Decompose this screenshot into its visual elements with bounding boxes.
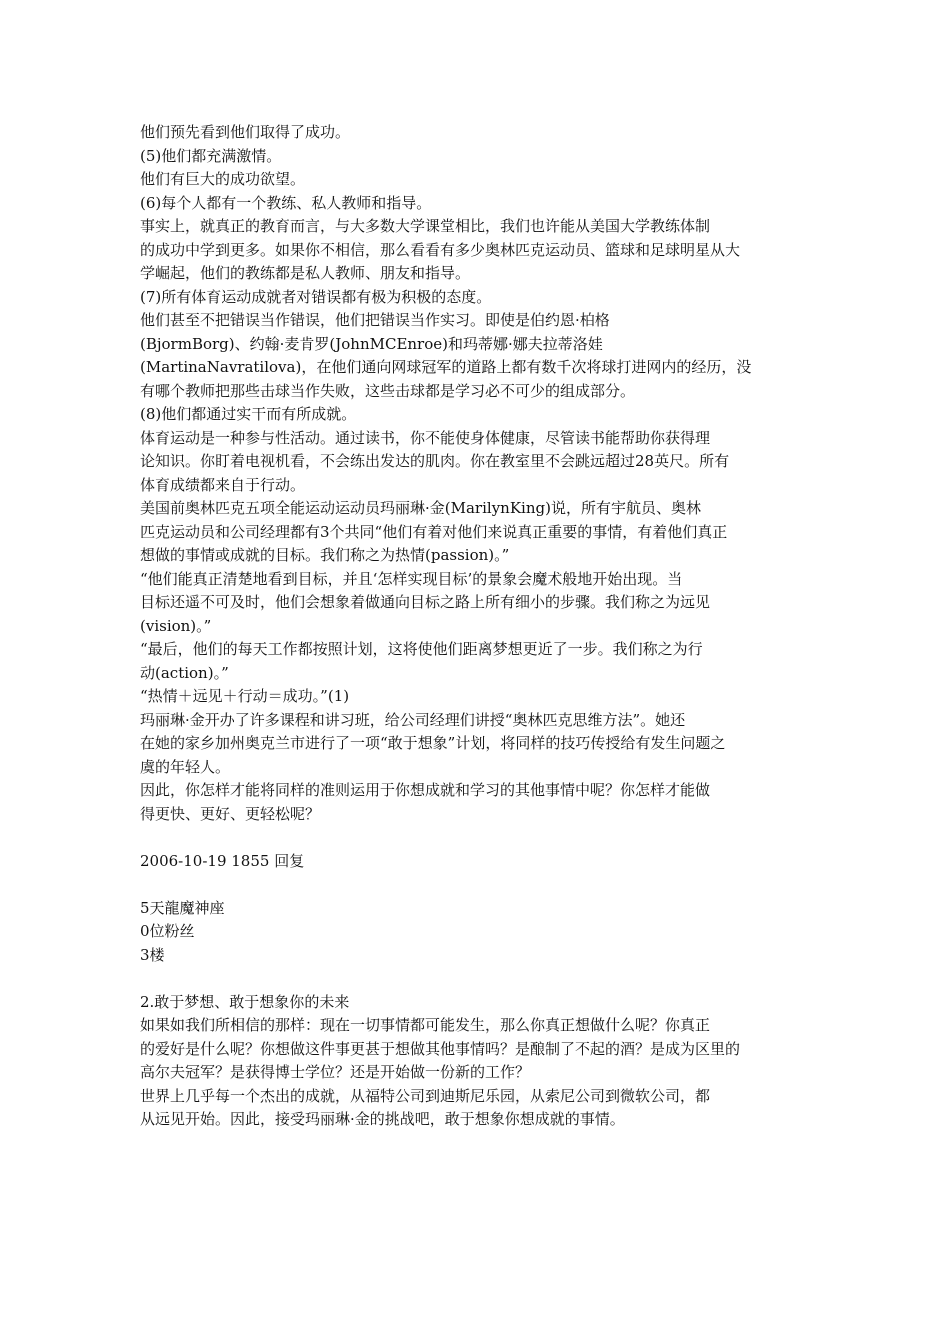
text-line: 目标还遥不可及时，他们会想象着做通向目标之路上所有细小的步骤。我们称之为远见 <box>140 593 711 611</box>
text-line: (5)他们都充满激情。 <box>140 146 282 165</box>
floor-number: 3楼 <box>140 945 165 964</box>
text-line: 如果如我们所相信的那样：现在一切事情都可能发生，那么你真正想做什么呢？你真正 <box>140 1016 711 1034</box>
text-line: 的成功中学到更多。如果你不相信，那么看看有多少奥林匹克运动员、篮球和足球明星从大 <box>140 240 741 259</box>
text-line: 他们有巨大的成功欲望。 <box>140 170 306 188</box>
text-line: 从远见开始。因此，接受玛丽琳·金的挑战吧，敢于想象你想成就的事情。 <box>140 1110 625 1128</box>
text-line: 体育成绩都来自于行动。 <box>140 475 306 494</box>
text-line: “热情＋远见＋行动＝成功。”(1) <box>140 687 350 705</box>
text-line: 他们甚至不把错误当作错误，他们把错误当作实习。即使是伯约恩·柏格 <box>140 311 610 329</box>
text-line: (BjormBorg)、约翰·麦肯罗(JohnMCEnroe)和玛蒂娜·娜夫拉蒂洛娃 <box>140 334 603 353</box>
text-line: 论知识。你盯着电视机看，不会练出发达的肌肉。你在教室里不会跳远超过28英尺。所有 <box>140 452 730 470</box>
text-line: (7)所有体育运动成就者对错误都有极为积极的态度。 <box>140 287 492 306</box>
text-line: “最后，他们的每天工作都按照计划，这将使他们距离梦想更近了一步。我们称之为行 <box>140 640 703 658</box>
post-timestamp-reply[interactable]: 2006-10-19 1855 回复 <box>140 851 305 870</box>
text-line: (8)他们都通过实干而有所成就。 <box>140 405 357 423</box>
post-body <box>140 991 820 1132</box>
spacer <box>140 873 820 897</box>
text-line: 因此，你怎样才能将同样的准则运用于你想成就和学习的其他事情中呢？你怎样才能做 <box>140 781 711 799</box>
text-line: 匹克运动员和公司经理都有3个共同“他们有着对他们来说真正重要的事情，有着他们真正 <box>140 522 728 541</box>
text-line: 事实上，就真正的教育而言，与大多数大学课堂相比，我们也许能从美国大学教练体制 <box>140 217 711 235</box>
text-line: 美国前奥林匹克五项全能运动运动员玛丽琳·金(MarilynKing)说，所有宇航员、奥林 <box>140 499 701 517</box>
post-author-info <box>140 897 820 968</box>
text-line: 玛丽琳·金开办了许多课程和讲习班，给公司经理们讲授“奥林匹克思维方法”。她还 <box>140 710 686 729</box>
text-line: “他们能真正清楚地看到目标，并且‘怎样实现目标’的景象会魔术般地开始出现。当 <box>140 569 683 588</box>
text-line: 在她的家乡加州奥克兰市进行了一项“敢于想象”计划，将同样的技巧传授给有发生问题之 <box>140 734 726 752</box>
text-line: 高尔夫冠军？是获得博士学位？还是开始做一份新的工作？ <box>140 1063 531 1081</box>
post-body <box>140 121 820 826</box>
text-line: 动(action)。” <box>140 663 229 682</box>
text-line: 学崛起，他们的教练都是私人教师、朋友和指导。 <box>140 264 471 282</box>
spacer <box>140 826 820 850</box>
text-line: (6)每个人都有一个教练、私人教师和指导。 <box>140 193 432 212</box>
text-line: 有哪个教师把那些击球当作失败，这些击球都是学习必不可少的组成部分。 <box>140 381 636 400</box>
text-line: 得更快、更好、更轻松呢？ <box>140 804 321 823</box>
section-heading: 2.敢于梦想、敢于想象你的未来 <box>140 992 350 1011</box>
text-line: 的爱好是什么呢？你想做这件事更甚于想做其他事情吗？是酿制了不起的酒？是成为区里的 <box>140 1039 741 1058</box>
document-page <box>140 121 820 1132</box>
fan-count: 0位粉丝 <box>140 922 195 940</box>
text-line: 体育运动是一种参与性活动。通过读书，你不能使身体健康，尽管读书能帮助你获得理 <box>140 428 711 447</box>
text-line: 他们预先看到他们取得了成功。 <box>140 123 351 141</box>
text-line: (MartinaNavratilova)，在他们通向网球冠军的道路上都有数千次将球打进网内的经历，没 <box>140 358 752 376</box>
text-line: 虞的年轻人。 <box>140 757 231 776</box>
text-line: 想做的事情或成就的目标。我们称之为热情(passion)。” <box>140 546 510 564</box>
username[interactable]: 5天龍魔神座 <box>140 898 225 917</box>
text-line: (vision)。” <box>140 616 212 635</box>
text-line: 世界上几乎每一个杰出的成就，从福特公司到迪斯尼乐园，从索尼公司到微软公司，都 <box>140 1086 711 1105</box>
spacer <box>140 967 820 991</box>
